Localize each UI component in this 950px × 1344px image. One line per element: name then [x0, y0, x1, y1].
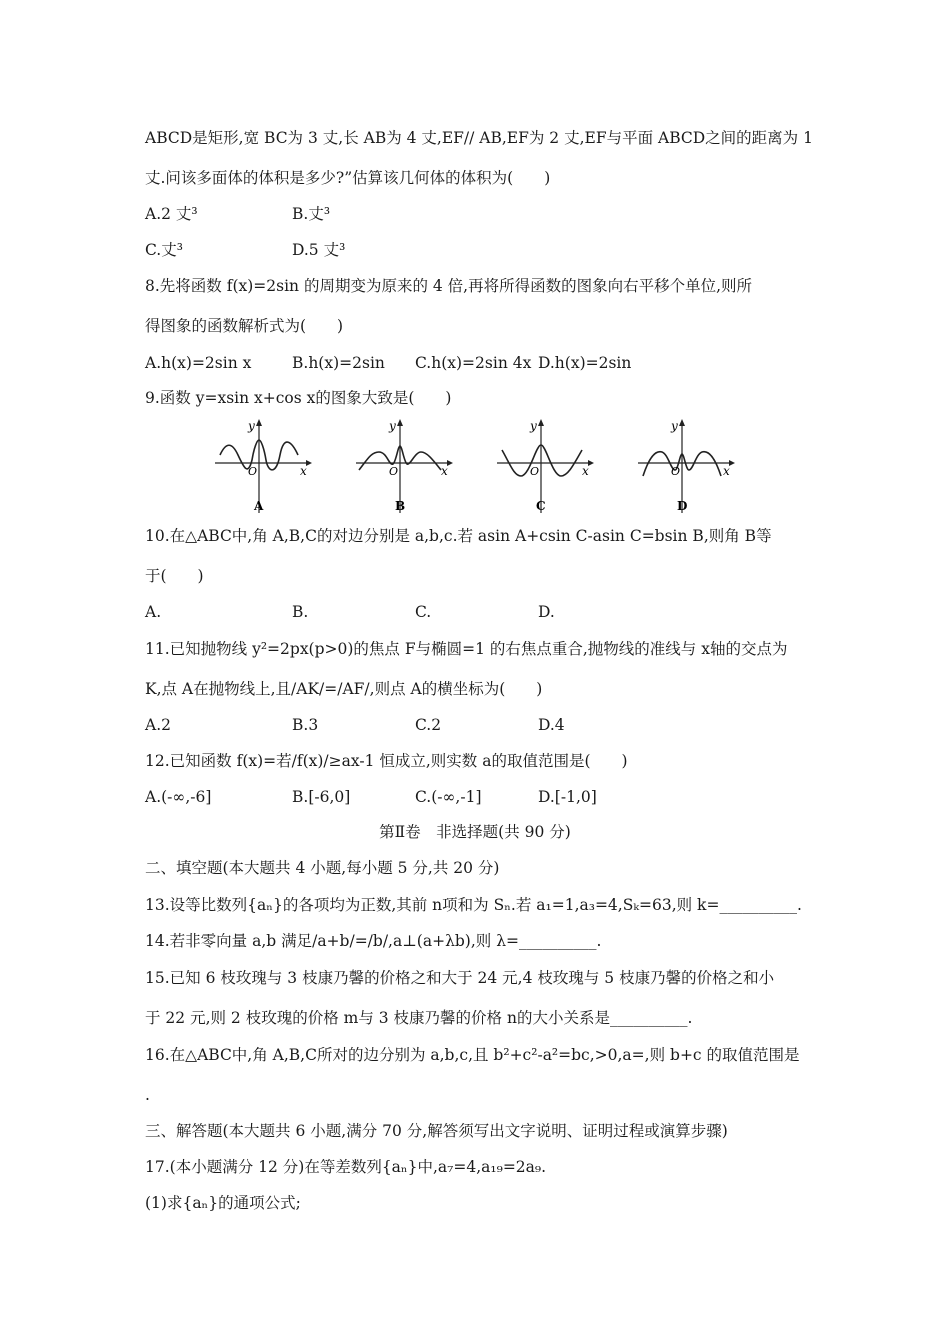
- q8-option-c: C.h(x)=2sin 4x: [415, 354, 532, 372]
- q10-option-a: A.: [145, 603, 162, 621]
- graph-a: [212, 418, 312, 516]
- q12-option-b: B.[-6,0]: [292, 788, 351, 806]
- graph-a-label: A: [254, 499, 264, 513]
- q7-text-line-1: ABCD是矩形,宽 BC为 3 丈,长 AB为 4 丈,EF// AB,EF为 2 丈,EF与平面 ABCD之间的距离为 1: [145, 129, 813, 147]
- q10-option-c: C.: [415, 603, 432, 621]
- graph-c-x-label: x: [582, 464, 589, 478]
- graph-c-y-label: y: [530, 419, 537, 433]
- graph-a-origin-label: O: [248, 465, 258, 478]
- q17-part-1: (1)求{aₙ}的通项公式;: [145, 1194, 301, 1212]
- fill-in-heading: 二、填空题(本大题共 4 小题,每小题 5 分,共 20 分): [145, 859, 500, 877]
- graph-a-y-label: y: [248, 419, 255, 433]
- q13-text: 13.设等比数列{aₙ}的各项均为正数,其前 n项和为 Sₙ.若 a₁=1,a₃=4,Sₖ=63,则 k=__________.: [145, 896, 802, 914]
- graph-b-x-label: x: [441, 464, 448, 478]
- q10-option-d: D.: [538, 603, 555, 621]
- graph-b-y-label: y: [389, 419, 396, 433]
- graph-d-y-label: y: [671, 419, 678, 433]
- q12-option-c: C.(-∞,-1]: [415, 788, 482, 806]
- graph-d-label: D: [677, 499, 688, 513]
- q11-option-b: B.3: [292, 716, 319, 734]
- q11-text-line-2: K,点 A在抛物线上,且/AK/=/AF/,则点 A的横坐标为( ): [145, 680, 543, 698]
- q7-text-line-2: 丈.问该多面体的体积是多少?”估算该几何体的体积为( ): [145, 169, 551, 187]
- q8-option-d: D.h(x)=2sin: [538, 354, 632, 372]
- q11-option-c: C.2: [415, 716, 442, 734]
- q11-option-d: D.4: [538, 716, 565, 734]
- q7-option-b: B.丈³: [292, 205, 331, 223]
- q8-option-a: A.h(x)=2sin x: [145, 354, 252, 372]
- q17-text: 17.(本小题满分 12 分)在等差数列{aₙ}中,a₇=4,a₁₉=2a₉.: [145, 1158, 547, 1176]
- graph-b: [353, 418, 453, 516]
- q8-text-line-1: 8.先将函数 f(x)=2sin 的周期变为原来的 4 倍,再将所得函数的图象向右平移个单位,则所: [145, 277, 753, 295]
- q10-text-line-2: 于( ): [145, 567, 204, 585]
- graph-c-origin-label: O: [530, 465, 540, 478]
- q7-option-c: C.丈³: [145, 241, 183, 259]
- q16-text-line-2: .: [145, 1086, 150, 1104]
- graph-d-origin-label: O: [671, 465, 681, 478]
- graph-d: [635, 418, 735, 516]
- q7-option-a: A.2 丈³: [145, 205, 198, 223]
- q11-option-a: A.2: [145, 716, 171, 734]
- q15-text-line-2: 于 22 元,则 2 枝玫瑰的价格 m与 3 枝康乃馨的价格 n的大小关系是__________.: [145, 1009, 693, 1027]
- graph-a-x-label: x: [300, 464, 307, 478]
- q12-option-a: A.(-∞,-6]: [145, 788, 212, 806]
- q15-text-line-1: 15.已知 6 枝玫瑰与 3 枝康乃馨的价格之和大于 24 元,4 枝玫瑰与 5 枝康乃馨的价格之和小: [145, 969, 775, 987]
- graph-c: [494, 418, 594, 516]
- answer-heading: 三、解答题(本大题共 6 小题,满分 70 分,解答须写出文字说明、证明过程或演算步骤): [145, 1122, 728, 1140]
- q12-text: 12.已知函数 f(x)=若/f(x)/≥ax-1 恒成立,则实数 a的取值范围是( ): [145, 752, 628, 770]
- q14-text: 14.若非零向量 a,b 满足/a+b/=/b/,a⊥(a+λb),则 λ=__________.: [145, 932, 602, 950]
- q11-text-line-1: 11.已知抛物线 y²=2px(p>0)的焦点 F与椭圆=1 的右焦点重合,抛物线的准线与 x轴的交点为: [145, 640, 788, 658]
- graph-c-label: C: [536, 499, 546, 513]
- q12-option-d: D.[-1,0]: [538, 788, 597, 806]
- graph-b-origin-label: O: [389, 465, 399, 478]
- section-ii-title: 第Ⅱ卷 非选择题(共 90 分): [379, 823, 571, 841]
- q16-text-line-1: 16.在△ABC中,角 A,B,C所对的边分别为 a,b,c,且 b²+c²-a²=bc,>0,a=,则 b+c 的取值范围是: [145, 1046, 800, 1064]
- graph-d-x-label: x: [723, 464, 730, 478]
- q8-text-line-2: 得图象的函数解析式为( ): [145, 317, 344, 335]
- q10-option-b: B.: [292, 603, 309, 621]
- q10-text-line-1: 10.在△ABC中,角 A,B,C的对边分别是 a,b,c.若 asin A+csin C-asin C=bsin B,则角 B等: [145, 527, 772, 545]
- q7-option-d: D.5 丈³: [292, 241, 346, 259]
- q8-option-b: B.h(x)=2sin: [292, 354, 385, 372]
- q9-text: 9.函数 y=xsin x+cos x的图象大致是( ): [145, 389, 452, 407]
- graph-b-label: B: [395, 499, 406, 513]
